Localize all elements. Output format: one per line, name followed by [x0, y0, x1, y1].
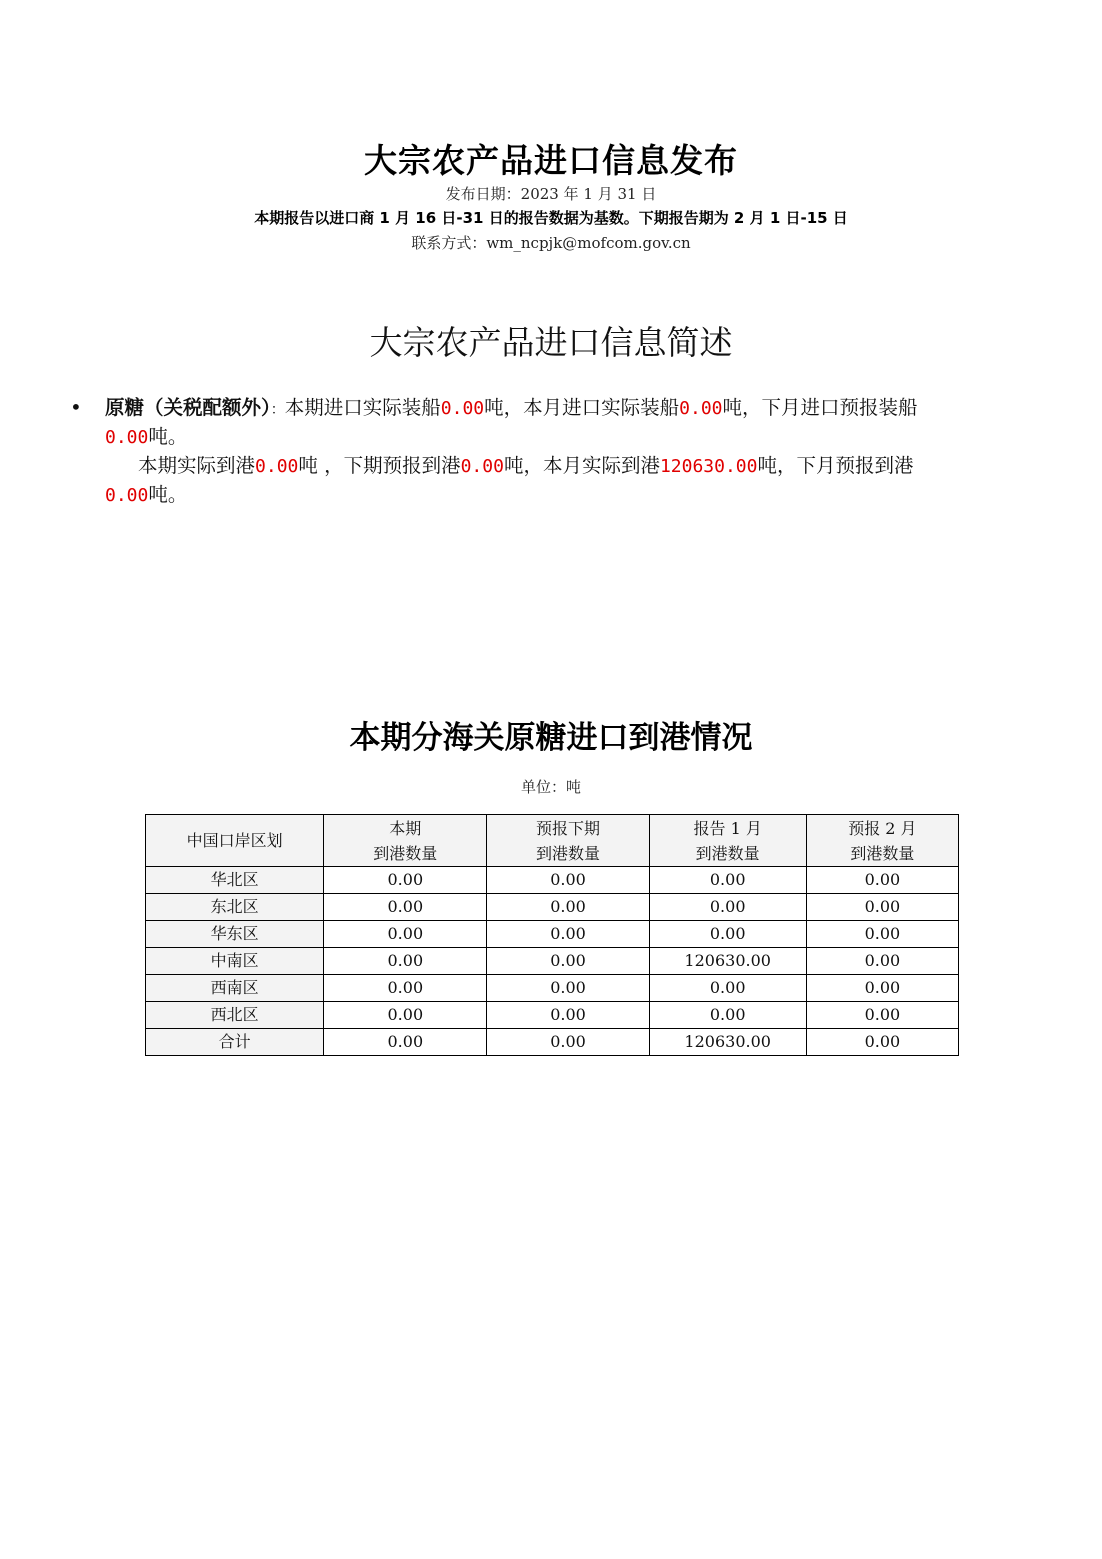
page-title: 大宗农产品进口信息发布 — [364, 141, 738, 180]
arrival-next-value: 0.00 — [460, 456, 504, 477]
table-cell: 0.00 — [324, 1029, 487, 1056]
table-cell: 120630.00 — [649, 948, 806, 975]
unit-text: 吨。 — [148, 425, 188, 448]
table-cell-region: 西南区 — [146, 975, 324, 1002]
product-name: 原糖（关税配额外） — [105, 396, 271, 419]
unit-text: 吨。 — [148, 483, 188, 506]
table-row — [146, 975, 959, 1002]
table-row — [146, 948, 959, 975]
shipment-period-value: 0.00 — [440, 398, 485, 419]
table-cell-region: 中南区 — [146, 948, 324, 975]
summary-line-4 — [105, 480, 187, 510]
summary-line-1 — [105, 393, 918, 425]
summary-line-3 — [138, 451, 914, 481]
colon: ： — [270, 402, 285, 418]
unit-label: 单位：吨 — [520, 778, 581, 796]
bullet-icon: • — [70, 395, 82, 419]
arrival-forecast-value: 0.00 — [105, 485, 149, 506]
customs-arrival-table — [145, 814, 959, 1056]
report-period-note: 本期报告以进口商 1 月 16 日-31 日的报告数据为基数。下期报告期为 2 月 1 日-15 日 — [254, 209, 848, 227]
contact-info: 联系方式：wm_ncpjk@mofcom.gov.cn — [411, 234, 691, 252]
table-cell: 0.00 — [806, 921, 958, 948]
arrival-period-value: 0.00 — [255, 456, 299, 477]
table-cell: 0.00 — [806, 867, 958, 894]
arrival-month-label: 吨，本月实际到港 — [503, 454, 660, 477]
publish-date: 发布日期：2023 年 1 月 31 日 — [445, 185, 657, 203]
table-cell: 0.00 — [324, 867, 487, 894]
table-cell: 0.00 — [806, 1029, 958, 1056]
table-cell-region: 华东区 — [146, 921, 324, 948]
table-cell-region: 东北区 — [146, 894, 324, 921]
table-cell: 0.00 — [487, 921, 649, 948]
table-cell: 0.00 — [649, 921, 806, 948]
table-cell: 0.00 — [487, 948, 649, 975]
table-cell: 0.00 — [806, 1002, 958, 1029]
table-total-row — [146, 1029, 959, 1056]
summary-line-2 — [105, 422, 187, 452]
table-cell-region: 西北区 — [146, 1002, 324, 1029]
table-cell: 0.00 — [487, 975, 649, 1002]
table-header-row — [146, 815, 959, 867]
table-cell-region: 合计 — [146, 1029, 324, 1056]
table-cell: 0.00 — [324, 1002, 487, 1029]
table-cell: 0.00 — [324, 894, 487, 921]
table-cell: 0.00 — [649, 867, 806, 894]
table-row — [146, 867, 959, 894]
shipment-month-value: 0.00 — [679, 398, 723, 419]
column-header-current: 本期 到港数量 — [324, 815, 487, 867]
column-header-jan-report: 报告 1 月 到港数量 — [649, 815, 806, 867]
arrival-next-label: 吨 ，下期预报到港 — [298, 454, 461, 477]
shipment-period-label: 本期进口实际装船 — [284, 396, 441, 419]
table-cell: 0.00 — [487, 867, 649, 894]
column-header-region: 中国口岸区划 — [146, 815, 324, 867]
table-cell: 120630.00 — [649, 1029, 806, 1056]
table-row — [146, 1002, 959, 1029]
table-title: 本期分海关原糖进口到港情况 — [349, 720, 753, 756]
table-cell: 0.00 — [487, 1002, 649, 1029]
column-header-next-forecast: 预报下期 到港数量 — [487, 815, 649, 867]
table-row — [146, 894, 959, 921]
table-cell: 0.00 — [324, 975, 487, 1002]
table-cell: 0.00 — [806, 948, 958, 975]
table-cell: 0.00 — [649, 975, 806, 1002]
shipment-forecast-label: 吨，下月进口预报装船 — [722, 396, 918, 419]
shipment-month-label: 吨，本月进口实际装船 — [484, 396, 680, 419]
shipment-forecast-value: 0.00 — [105, 427, 149, 448]
summary-title: 大宗农产品进口信息简述 — [369, 323, 733, 362]
table-cell: 0.00 — [324, 948, 487, 975]
table-cell: 0.00 — [806, 894, 958, 921]
table-cell: 0.00 — [649, 1002, 806, 1029]
table-cell: 0.00 — [649, 894, 806, 921]
arrival-period-label: 本期实际到港 — [138, 454, 256, 477]
table-cell: 0.00 — [806, 975, 958, 1002]
table-cell: 0.00 — [324, 921, 487, 948]
table-cell: 0.00 — [487, 1029, 649, 1056]
arrival-month-value: 120630.00 — [659, 456, 758, 477]
table-cell-region: 华北区 — [146, 867, 324, 894]
arrival-forecast-label: 吨，下月预报到港 — [757, 454, 914, 477]
column-header-feb-forecast: 预报 2 月 到港数量 — [806, 815, 958, 867]
table-row — [146, 921, 959, 948]
table-cell: 0.00 — [487, 894, 649, 921]
